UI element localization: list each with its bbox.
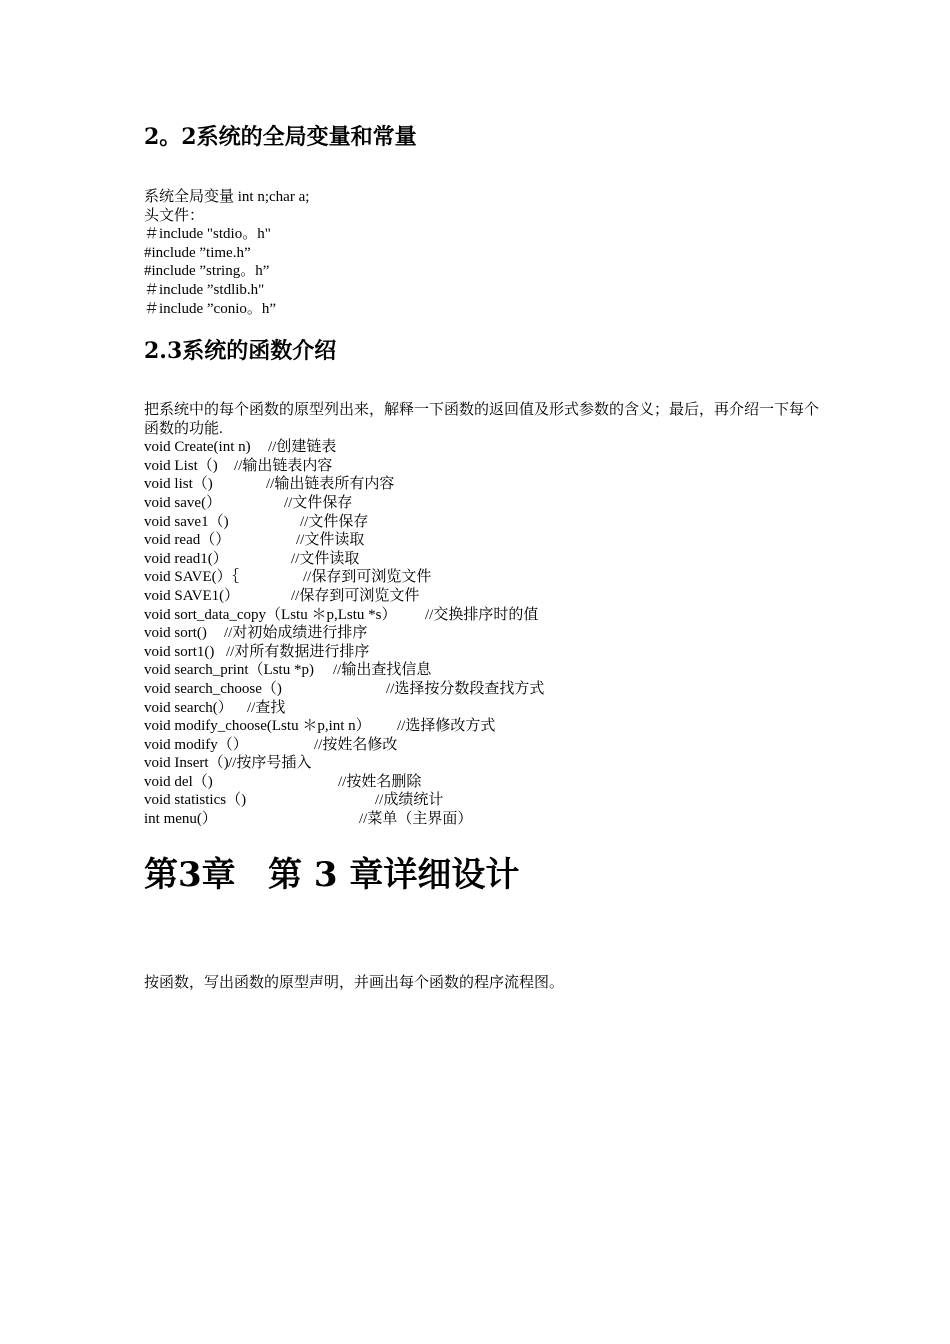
function-prototype: void List（) — [144, 457, 218, 474]
chapter-title: 第 3 章详细设计 — [268, 855, 520, 895]
function-line — [144, 754, 824, 773]
function-comment: //输出链表内容 — [234, 457, 333, 474]
section-heading-2-3: 2.3系统的函数介绍 — [144, 338, 337, 364]
function-line — [144, 717, 824, 736]
function-prototype: void modify（） — [144, 736, 248, 753]
chapter-body-paragraph: 按函数，写出函数的原型声明，并画出每个函数的程序流程图。 — [144, 975, 565, 991]
function-comment: //文件保存 — [300, 513, 369, 530]
function-comment: //对初始成绩进行排序 — [224, 625, 368, 642]
function-line — [144, 791, 824, 810]
function-prototype: void search_print（Lstu *p) — [144, 662, 314, 679]
function-prototype: void list（) — [144, 476, 213, 493]
function-line — [144, 438, 824, 457]
function-line — [144, 550, 824, 569]
function-comment: //对所有数据进行排序 — [226, 643, 370, 660]
function-comment: //按序号插入 — [228, 755, 312, 772]
function-prototype: void Create(int n) — [144, 439, 251, 456]
function-comment: //文件保存 — [284, 494, 353, 511]
function-comment: //保存到可浏览文件 — [291, 587, 420, 604]
chapter-number: 第3章 — [144, 855, 236, 895]
function-prototype: void sort_data_copy（Lstu ＊p,Lstu *s） — [144, 606, 397, 623]
function-prototype: void modify_choose(Lstu ＊p,int n） — [144, 718, 371, 735]
function-prototype: void statistics（) — [144, 792, 247, 809]
function-prototype: void Insert（) — [144, 755, 229, 772]
text-line: 头文件： — [144, 207, 205, 224]
function-line — [144, 680, 824, 699]
function-line — [144, 643, 824, 662]
text-line: 系统全局变量 int n;char a; — [144, 189, 310, 205]
function-line — [144, 587, 824, 606]
function-prototype: void sort1() — [144, 643, 215, 660]
function-prototype: void read（） — [144, 532, 231, 549]
function-line — [144, 568, 824, 587]
function-line — [144, 475, 824, 494]
function-comment: //输出链表所有内容 — [266, 476, 395, 493]
function-line — [144, 494, 824, 513]
include-line: #include ”time.h” — [144, 244, 251, 261]
include-line: ＃include ”stdlib.h" — [144, 281, 265, 298]
function-comment: //输出查找信息 — [333, 662, 432, 679]
function-comment: //交换排序时的值 — [425, 606, 539, 623]
include-line: #include ”string。h” — [144, 263, 270, 280]
function-prototype: void SAVE1(） — [144, 587, 240, 604]
function-comment: //文件读取 — [296, 532, 365, 549]
function-comment: //文件读取 — [291, 550, 360, 567]
function-comment: //按姓名修改 — [314, 736, 398, 753]
function-comment: //成绩统计 — [375, 792, 444, 809]
chapter-heading — [144, 852, 519, 898]
function-comment: //查找 — [247, 699, 286, 716]
function-comment: //选择按分数段查找方式 — [386, 680, 545, 697]
function-comment: //按姓名删除 — [338, 773, 422, 790]
function-prototype: void search(） — [144, 699, 233, 716]
function-prototype: void del（) — [144, 773, 213, 790]
function-prototype: void search_choose（) — [144, 680, 282, 697]
include-line: ＃include "stdio。h" — [144, 226, 271, 243]
function-prototype: void save(） — [144, 494, 222, 511]
function-line — [144, 457, 824, 476]
function-comment: //选择修改方式 — [397, 718, 496, 735]
include-line: ＃include ”conio。h” — [144, 300, 277, 317]
function-line — [144, 606, 824, 625]
global-variables-block — [144, 188, 824, 318]
function-comment: //保存到可浏览文件 — [303, 569, 432, 586]
function-line — [144, 773, 824, 792]
section-heading-2-2: 2。2系统的全局变量和常量 — [144, 124, 417, 150]
function-prototype: int menu(） — [144, 811, 217, 828]
function-prototype: void SAVE(）｛ — [144, 569, 240, 586]
function-comment: //菜单（主界面） — [359, 811, 473, 828]
function-line — [144, 699, 824, 718]
function-prototype: void read1(） — [144, 550, 228, 567]
function-line — [144, 661, 824, 680]
function-comment: //创建链表 — [268, 439, 337, 456]
function-prototype: void sort() — [144, 625, 207, 642]
function-line — [144, 513, 824, 532]
function-list-block — [144, 401, 824, 829]
function-prototype: void save1（) — [144, 513, 229, 530]
chapter-body-block — [144, 974, 824, 993]
function-line — [144, 810, 824, 829]
function-line — [144, 624, 824, 643]
function-line — [144, 736, 824, 755]
function-line — [144, 531, 824, 550]
intro-paragraph: 把系统中的每个函数的原型列出来，解释一下函数的返回值及形式参数的含义；最后，再介绍一下每个函数的功能. — [144, 402, 820, 437]
